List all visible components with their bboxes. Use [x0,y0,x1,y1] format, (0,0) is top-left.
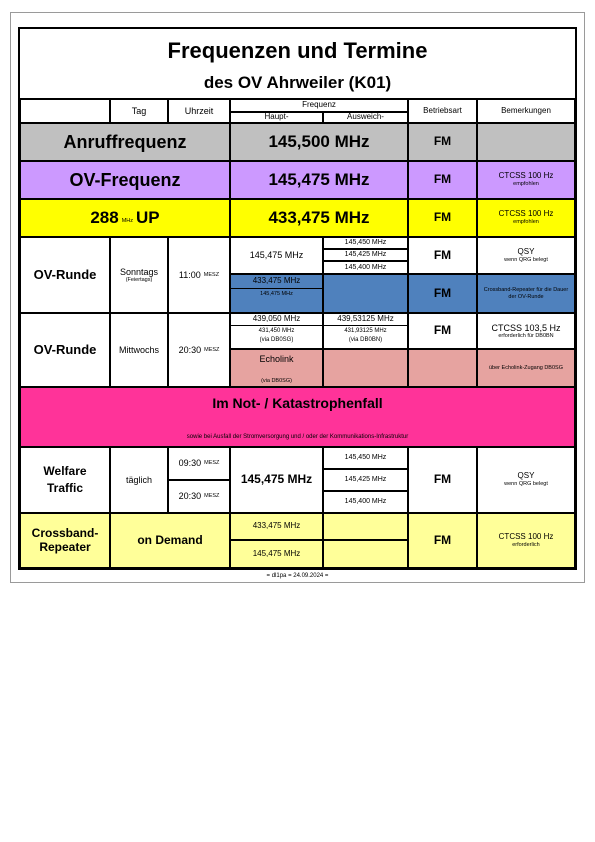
ov-mode: FM [408,161,477,199]
notfall-banner [20,387,575,447]
runde1-label: OV-Runde [20,237,110,313]
up-remark-cell [477,199,575,237]
runde2-mode: FM [408,313,477,349]
runde2-remark-cell [477,313,575,349]
up-freq: 433,475 MHz [230,199,408,237]
header-betriebsart: Betriebsart [408,99,477,123]
welfare-remark-sub: wenn QRG belegt [504,481,548,488]
runde1-repeater-cell [230,274,323,313]
runde2-main-cell [230,313,323,349]
runde1-day-sub: (Feiertags) [125,276,153,283]
runde1-main-freq: 145,475 MHz [230,237,323,274]
welfare-remark: QSY [517,471,535,481]
crossband-alt-empty-2 [323,540,408,568]
runde1-remark-sub: wenn QRG belegt [504,256,548,263]
ov-remark: CTCSS 100 Hz [498,171,554,181]
runde1-alt-freq-1: 145,450 MHz [323,237,408,249]
header-bemerkungen: Bemerkungen [477,99,575,123]
runde1-mode: FM [408,237,477,274]
runde2-echo-sub: (via DB0SG) [261,377,292,384]
runde2-time-cell [168,313,230,387]
page-title: Frequenzen und Termine [167,37,428,63]
crossband-label-cell [20,513,110,568]
header-empty [20,99,110,123]
up-label-up: UP [136,208,160,228]
welfare-alt-freq-3: 145,400 MHz [323,491,408,513]
crossband-remark-cell [477,513,575,568]
crossband-label-1: Crossband- [31,526,99,541]
welfare-remark-cell [477,447,575,513]
crossband-freq-2: 145,475 MHz [230,540,323,568]
anruf-mode: FM [408,123,477,161]
up-remark: CTCSS 100 Hz [498,209,554,219]
header-haupt: Haupt- [230,112,323,123]
schedule-sheet [18,27,577,570]
crossband-remark-sub: erforderlich [512,541,540,548]
anruf-label: Anruffrequenz [20,123,230,161]
footer-credit: = dl1pa = 24.09.2024 = [266,573,329,579]
header-uhrzeit: Uhrzeit [168,99,230,123]
crossband-alt-empty-1 [323,513,408,540]
runde2-alt-freq: 439,53125 MHz [324,314,407,326]
ov-freq: 145,475 MHz [230,161,408,199]
page-subtitle: des OV Ahrweiler (K01) [203,73,392,93]
welfare-label-2: Traffic [46,480,83,495]
runde1-alt-freq-2: 145,425 MHz [323,249,408,261]
runde2-echo-remark: über Echolink-Zugang DB0SG [477,349,575,387]
welfare-tz1: MESZ [204,460,220,467]
welfare-time2: 20:30 [178,491,202,502]
header-tag: Tag [110,99,168,123]
runde2-echo-empty [323,349,408,387]
header-ausweich: Ausweich- [323,112,408,123]
anruf-freq: 145,500 MHz [230,123,408,161]
crossband-label-2: Repeater [39,539,91,554]
welfare-time1-cell [168,447,230,480]
runde2-day: Mittwochs [110,313,168,387]
up-label-unit: MHz [121,218,134,225]
runde2-label: OV-Runde [20,313,110,387]
up-label-number: 288 [90,208,119,228]
welfare-main-freq: 145,475 MHz [230,447,323,513]
up-mode: FM [408,199,477,237]
up-remark-sub: empfohlen [513,219,539,226]
welfare-tz2: MESZ [204,493,220,500]
runde1-time-cell [168,237,230,313]
crossband-freq-1: 433,475 MHz [230,513,323,540]
up-label-cell [20,199,230,237]
runde2-remark-sub: erforderlich für DB0BN [498,332,554,339]
runde1-day-cell [110,237,168,313]
notfall-title: Im Not- / Katastrophenfall [212,395,383,411]
runde1-rep-remark: Crossband-Repeater für die Dauer der OV-Runde [477,274,575,313]
welfare-label-cell [20,447,110,513]
runde1-rep-sub: 145,475 MHz [260,290,293,297]
runde2-main-sub1: 431,450 MHz [258,327,295,334]
notfall-subtitle: sowie bei Ausfall der Stromversorgung und / oder der Kommunikations-Infrastruktur [186,434,409,441]
runde1-alt-freq-3: 145,400 MHz [323,261,408,274]
runde2-alt-sub2: (via DB0BN) [348,336,383,343]
header-frequenz: Frequenz [230,99,408,112]
runde1-day: Sonntags [119,266,159,277]
runde1-rep-freq: 433,475 MHz [231,275,322,289]
runde1-time: 11:00 [178,269,201,280]
anruf-remark [477,123,575,161]
crossband-remark: CTCSS 100 Hz [498,531,554,541]
welfare-label-1: Welfare [43,464,87,479]
runde2-time: 20:30 [178,344,202,355]
welfare-mode: FM [408,447,477,513]
runde1-remark: QSY [517,246,535,256]
runde2-alt-sub1: 431,93125 MHz [344,327,387,334]
runde2-echo: Echolink [259,354,294,364]
runde1-rep-mode: FM [408,274,477,313]
welfare-alt-freq-2: 145,425 MHz [323,469,408,491]
title-block [20,29,575,99]
ov-remark-sub: empfohlen [513,181,539,188]
runde2-echo-cell [230,349,323,387]
runde1-tz: MESZ [203,271,220,278]
runde1-remark-cell [477,237,575,274]
runde2-main-freq: 439,050 MHz [231,314,322,326]
ov-label: OV-Frequenz [20,161,230,199]
welfare-time1: 09:30 [178,458,202,469]
runde2-main-sub2: (via DB0SG) [259,336,294,343]
runde2-tz: MESZ [204,346,220,353]
crossband-mode: FM [408,513,477,568]
ov-remark-cell [477,161,575,199]
welfare-day: täglich [110,447,168,513]
runde1-repeater-empty [323,274,408,313]
runde2-echo-mode-empty [408,349,477,387]
crossband-day: on Demand [110,513,230,568]
runde2-alt-cell [323,313,408,349]
welfare-time2-cell [168,480,230,513]
welfare-alt-freq-1: 145,450 MHz [323,447,408,469]
runde2-remark: CTCSS 103,5 Hz [491,322,561,333]
